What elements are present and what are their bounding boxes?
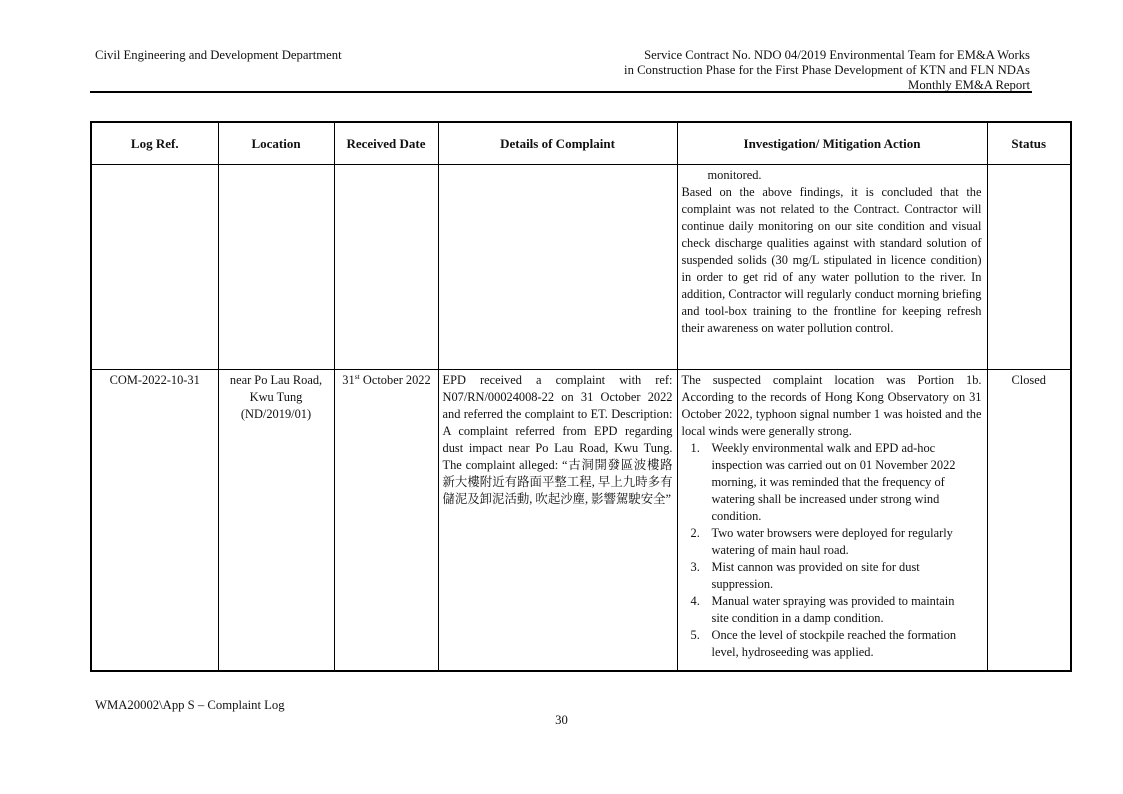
header-divider (90, 91, 1032, 93)
col-header-details: Details of Complaint (438, 122, 677, 164)
col-header-investigation: Investigation/ Mitigation Action (677, 122, 987, 164)
list-item-number: 1. (690, 440, 700, 455)
document-reference: WMA20002\App S – Complaint Log (95, 698, 285, 712)
date-ordinal: st (354, 371, 360, 381)
cell-investigation (677, 164, 987, 369)
list-item-number: 3. (690, 559, 700, 574)
investigation-list-item (682, 559, 983, 593)
list-item-number: 2. (690, 525, 700, 540)
received-date-text (339, 372, 435, 389)
location-text: near Po Lau Road, Kwu Tung (ND/2019/01) (229, 372, 323, 421)
cell-location (218, 369, 334, 671)
contract-title-line: Service Contract No. NDO 04/2019 Environmental Team for EM&A Works (644, 48, 1030, 62)
investigation-list-item (682, 627, 983, 661)
cell-received-date (334, 164, 438, 369)
cell-received-date (334, 369, 438, 671)
cell-investigation (677, 369, 987, 671)
list-item-number: 5. (690, 627, 700, 642)
report-title-block (470, 48, 1030, 94)
date-rest: October 2022 (359, 372, 431, 387)
contract-phase-line: in Construction Phase for the First Phase Development of KTN and FLN NDAs (624, 63, 1030, 78)
investigation-paragraph: The suspected complaint location was Portion 1b. According to the records of Hong Kong Observatory on 31 October 2022, typhoon signal number 1 was hoisted and the local winds were generally strong. (681, 372, 982, 438)
page-number: 30 (555, 713, 568, 727)
investigation-list-item (682, 525, 983, 559)
cell-log-ref (91, 164, 218, 369)
col-header-location: Location (218, 122, 334, 164)
cell-location (218, 164, 334, 369)
table-row-complaint (91, 369, 1071, 671)
list-item-text: Mist cannon was provided on site for dust suppression. (711, 559, 920, 591)
col-header-status: Status (987, 122, 1071, 164)
investigation-carryover-text: monitored. (707, 167, 762, 182)
cell-status: Closed (987, 369, 1071, 671)
investigation-list-item (682, 440, 983, 525)
list-item-text: Two water browsers were deployed for regularly watering of main haul road. (711, 525, 953, 557)
department-title: Civil Engineering and Development Department (95, 48, 342, 62)
col-header-log-ref: Log Ref. (91, 122, 218, 164)
list-item-number: 4. (690, 593, 700, 608)
cell-details (438, 164, 677, 369)
list-item-text: Weekly environmental walk and EPD ad-hoc inspection was carried out on 01 November 2022 morning, it was reminded that the frequency of watering shall be increased under strong wind condition. (711, 440, 956, 523)
list-item-text: Manual water spraying was provided to maintain site condition in a damp condition. (711, 593, 955, 625)
cell-status (987, 164, 1071, 369)
cell-details: EPD received a complaint with ref: N07/RN/00024008-22 on 31 October 2022 and referred the complaint to ET. Description: A complaint referred from EPD regarding dust impact near Po Lau Road, Kwu Tung. The complaint alleged: “古洞開發區波樓路新大樓附近有路面平整工程, 早上九時多有儲泥及卸泥活動, 吹起沙塵, 影響駕駛安全” (438, 369, 677, 671)
complaint-log-table (90, 121, 1072, 672)
list-item-text: Once the level of stockpile reached the formation level, hydroseeding was applied. (711, 627, 957, 659)
table-row-continuation (91, 164, 1071, 369)
investigation-list-item (682, 593, 983, 627)
date-day: 31 (342, 372, 355, 387)
cell-log-ref: COM-2022-10-31 (91, 369, 218, 671)
col-header-received-date: Received Date (334, 122, 438, 164)
investigation-paragraph: Based on the above findings, it is concluded that the complaint was not related to the Contract. Contractor will continue daily monitoring on our site condition and visual check discharge qualities against with standard solution of suspended solids (30 mg/L stipulated in licence condition) in order to get rid of any water pollution to the river. In addition, Contractor will regularly conduct morning briefing and tool-box training to the frontline for keeping refresh their awareness on water pollution control. (681, 184, 982, 335)
report-name-line: Monthly EM&A Report (908, 78, 1030, 93)
table-header-row (91, 122, 1071, 164)
